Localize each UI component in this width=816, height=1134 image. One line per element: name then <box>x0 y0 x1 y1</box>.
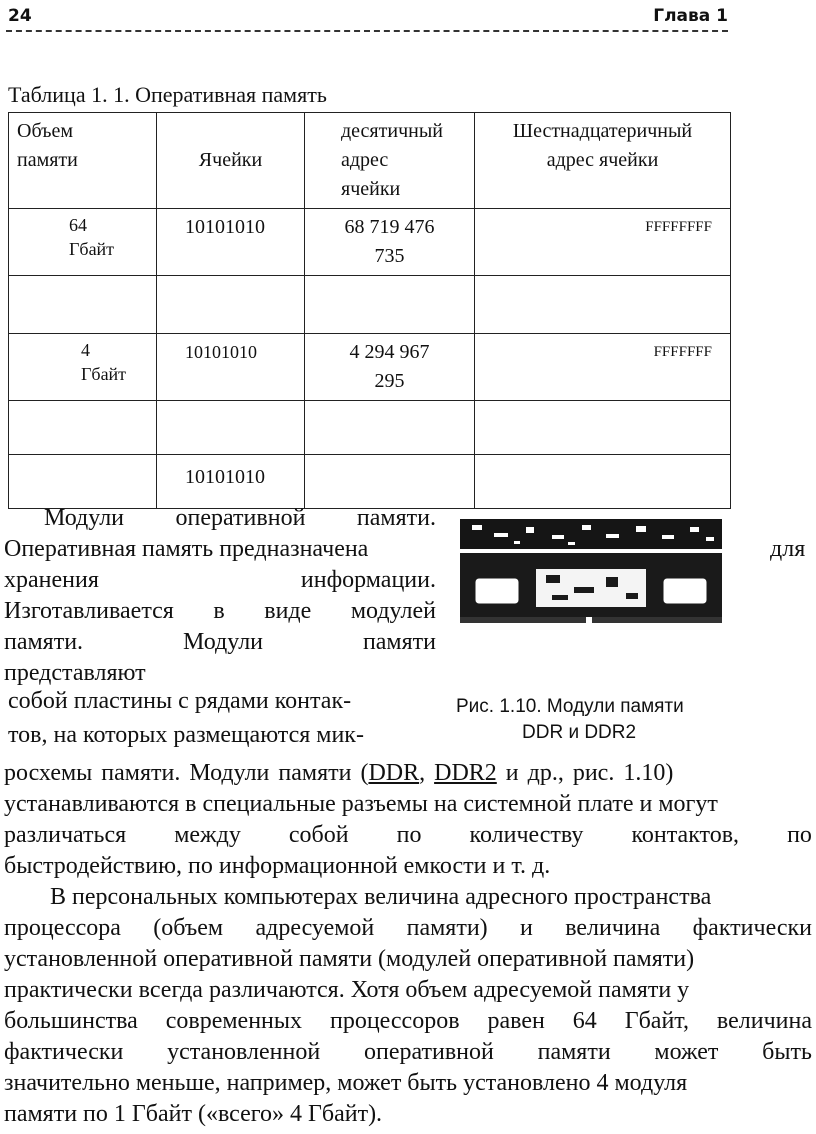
ddr2-link[interactable]: DDR2 <box>434 760 497 786</box>
table-row <box>9 209 731 276</box>
cell-hex: FFFFFFFF <box>475 209 731 276</box>
cell-decimal: 4 294 967 295 <box>305 334 475 401</box>
chapter-title: Глава 1 <box>653 6 728 26</box>
memory-module-image <box>456 513 726 631</box>
table-row <box>9 401 731 455</box>
cell-volume: 64 Гбайт <box>9 209 157 276</box>
table-row <box>9 276 731 334</box>
header-decimal: десятичный адрес ячейки <box>305 113 475 209</box>
cell-decimal: 68 719 476 735 <box>305 209 475 276</box>
memory-table <box>8 112 731 509</box>
header-cells: Ячейки <box>157 113 305 209</box>
table-row <box>9 455 731 509</box>
header-hex: Шестнадцатеричный адрес ячейки <box>475 113 731 209</box>
ddr-link[interactable]: DDR <box>368 760 420 786</box>
narrow-line: собой пластины с рядами контак- <box>8 688 352 714</box>
cell-hex: FFFFFFF <box>475 334 731 401</box>
cell-cells: 10101010 <box>157 209 305 276</box>
paragraph-1: росхемы памяти. Модули памяти (DDR, DDR2 и др., рис. 1.10) устанавливаются в специальные разъемы на системной плате и могут различаться между собой по количеству контактов, по быстродействию, по информационной емкости и т. д. <box>4 760 812 879</box>
figure-caption: Рис. 1.10. Модули памяти DDR и DDR2 <box>456 696 684 743</box>
narrow-line: тов, на которых размещаются мик- <box>8 722 364 748</box>
wrapped-paragraph: Модули оперативной памяти. Оперативная память предназначена хранения информации. Изготавливается в виде модулей памяти. Модули памяти представляют <box>4 505 436 686</box>
table-row <box>9 334 731 401</box>
header-volume: Объем памяти <box>9 113 157 209</box>
paragraph-2: В персональных компьютерах величина адресного пространства процессора (объем адресуемой памяти) и величина фактически установленной оперативной памяти (модулей оперативной памяти) практически всегда различаются. Хотя объем адресуемой памяти у большинства современных процессоров равен 64 Гбайт, величина фактически установленной оперативной памяти может быть значительно меньше, например, может быть установлено 4 модуля памяти по 1 Гбайт («всего» 4 Гбайт). <box>4 884 812 1127</box>
cell-volume: 4 Гбайт <box>9 334 157 401</box>
overflow-word: для <box>770 536 806 562</box>
cell-cells: 10101010 <box>157 334 305 401</box>
cell-cells: 10101010 <box>157 455 305 509</box>
table-header-row <box>9 113 731 209</box>
page-number: 24 <box>8 6 32 26</box>
header-rule <box>6 30 728 32</box>
table-caption: Таблица 1. 1. Оперативная память <box>8 82 327 107</box>
